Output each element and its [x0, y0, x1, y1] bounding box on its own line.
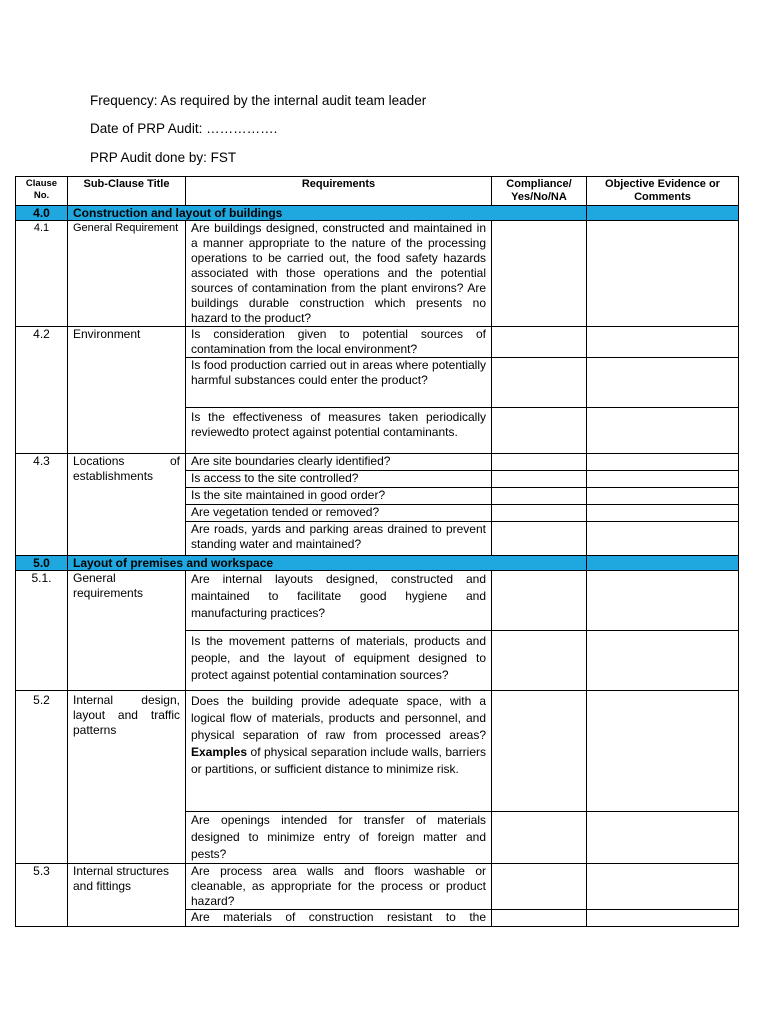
column-header-subclause: Sub-Clause Title	[68, 177, 186, 206]
evidence-cell[interactable]	[587, 522, 739, 556]
compliance-cell[interactable]	[492, 522, 587, 556]
evidence-cell[interactable]	[587, 812, 739, 864]
requirement-text	[186, 691, 492, 812]
compliance-cell[interactable]	[492, 505, 587, 522]
subclause-title: Internal structures and fittings	[68, 864, 186, 927]
evidence-cell[interactable]	[587, 631, 739, 691]
subclause-title: Environment	[68, 327, 186, 454]
table-row-5-3	[16, 864, 739, 910]
evidence-cell[interactable]	[587, 327, 739, 358]
compliance-cell[interactable]	[492, 631, 587, 691]
compliance-cell[interactable]	[492, 358, 587, 408]
compliance-cell[interactable]	[492, 327, 587, 358]
evidence-cell[interactable]	[587, 691, 739, 812]
compliance-cell[interactable]	[492, 488, 587, 505]
compliance-cell[interactable]	[492, 471, 587, 488]
requirement-text: Is food production carried out in areas where potentially harmful substances could enter the product?	[186, 358, 492, 408]
subclause-title: General requirements	[68, 571, 186, 691]
requirement-text: Is the effectiveness of measures taken periodically reviewedto protect against potential contaminants.	[186, 408, 492, 454]
column-header-evidence: Objective Evidence or Comments	[587, 177, 739, 206]
requirement-text: Are materials of construction resistant to the	[186, 910, 492, 927]
audit-done-by: PRP Audit done by: FST	[90, 150, 237, 165]
table-row-4-3	[16, 454, 739, 471]
compliance-cell[interactable]	[492, 454, 587, 471]
prp-audit-table	[15, 176, 739, 927]
requirement-text: Is the site maintained in good order?	[186, 488, 492, 505]
audit-date: Date of PRP Audit: …………….	[90, 121, 278, 136]
subclause-title: General Requirement	[68, 221, 186, 327]
clause-number: 4.1	[16, 221, 68, 327]
compliance-cell[interactable]	[492, 408, 587, 454]
evidence-cell[interactable]	[587, 910, 739, 927]
column-header-compliance: Compliance/ Yes/No/NA	[492, 177, 587, 206]
compliance-cell[interactable]	[492, 812, 587, 864]
table-row-5-2	[16, 691, 739, 812]
evidence-cell[interactable]	[587, 358, 739, 408]
clause-number: 5.2	[16, 691, 68, 864]
compliance-cell[interactable]	[492, 864, 587, 910]
requirement-text-main: Does the building provide adequate space, with a logical flow of materials, products and personnel, and physical separation of raw from processed areas?	[191, 694, 486, 742]
requirement-text-bold: Examples	[191, 745, 248, 759]
requirement-text: Are vegetation tended or removed?	[186, 505, 492, 522]
clause-number: 4.3	[16, 454, 68, 556]
subclause-title: Locations of establishments	[68, 454, 186, 556]
column-header-requirements: Requirements	[186, 177, 492, 206]
subclause-title: Internal design, layout and traffic patterns	[68, 691, 186, 864]
requirement-text: Is consideration given to potential sources of contamination from the local environment?	[186, 327, 492, 358]
table-header-row	[16, 177, 739, 206]
section-number: 5.0	[16, 556, 68, 571]
section-title: Construction and layout of buildings	[68, 206, 587, 221]
section-number: 4.0	[16, 206, 68, 221]
compliance-cell[interactable]	[492, 691, 587, 812]
requirement-text: Are process area walls and floors washable or cleanable, as appropriate for the process or product hazard?	[186, 864, 492, 910]
table-row-5-1	[16, 571, 739, 631]
evidence-cell[interactable]	[587, 471, 739, 488]
compliance-cell[interactable]	[492, 910, 587, 927]
clause-number: 4.2	[16, 327, 68, 454]
evidence-cell[interactable]	[587, 505, 739, 522]
requirement-text: Are internal layouts designed, constructed and maintained to facilitate good hygiene and manufacturing practices?	[186, 571, 492, 631]
section-row-5-0	[16, 556, 739, 571]
section-row-4-0	[16, 206, 739, 221]
requirement-text: Is access to the site controlled?	[186, 471, 492, 488]
clause-number: 5.1.	[16, 571, 68, 691]
column-header-clause: Clause No.	[16, 177, 68, 206]
compliance-cell[interactable]	[492, 571, 587, 631]
requirement-text: Are roads, yards and parking areas drained to prevent standing water and maintained?	[186, 522, 492, 556]
requirement-text: Are site boundaries clearly identified?	[186, 454, 492, 471]
requirement-text: Are openings intended for transfer of materials designed to minimize entry of foreign matter and pests?	[186, 812, 492, 864]
evidence-cell[interactable]	[587, 408, 739, 454]
table-row-4-1	[16, 221, 739, 327]
section-empty-cell	[587, 206, 739, 221]
requirement-text-continued: of physical separation include walls, barriers or partitions, or sufficient distance to minimize risk.	[191, 745, 486, 776]
requirement-text: Are buildings designed, constructed and maintained in a manner appropriate to the nature of the processing operations to be carried out, the food safety hazards associated with those operations and the potential sources of contamination from the plant environs? Are buildings durable construction which presents no hazard to the product?	[186, 221, 492, 327]
evidence-cell[interactable]	[587, 454, 739, 471]
evidence-cell[interactable]	[587, 488, 739, 505]
requirement-text: Is the movement patterns of materials, products and people, and the layout of equipment designed to protect against potential contamination sources?	[186, 631, 492, 691]
table-row-4-2	[16, 327, 739, 358]
audit-frequency: Frequency: As required by the internal audit team leader	[90, 93, 427, 108]
section-empty-cell	[587, 556, 739, 571]
clause-number: 5.3	[16, 864, 68, 927]
evidence-cell[interactable]	[587, 571, 739, 631]
section-title: Layout of premises and workspace	[68, 556, 587, 571]
evidence-cell[interactable]	[587, 864, 739, 910]
evidence-cell[interactable]	[587, 221, 739, 327]
compliance-cell[interactable]	[492, 221, 587, 327]
